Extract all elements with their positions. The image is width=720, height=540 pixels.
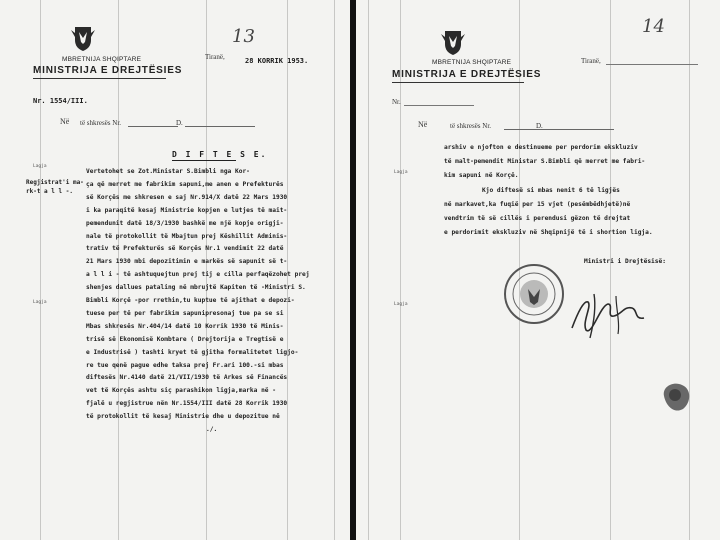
body-line: kim sapuni në Korçë.	[444, 172, 519, 180]
attachment-rule-2	[185, 126, 255, 127]
margin-tag-top: Lagja	[33, 164, 47, 169]
header-rule	[33, 78, 166, 79]
body-line: nale të protokollit të Mbajtun prej Këshillit Adminis-	[86, 232, 288, 240]
body-line: a l l i - të ashtuquejtun prej tij e cilla perfaqëzohet prej	[86, 271, 310, 279]
body-line: të protokollit të kesaj Ministrie dhe u depozitue në	[86, 413, 280, 421]
margin-note: Regjistrat'i ma- rk-t a l l -.	[26, 179, 84, 195]
body-line: re tue qenë pague edhe taksa prej Fr.ari 100.-si mbas	[86, 361, 284, 369]
document-page-right	[356, 0, 720, 540]
signature-label: Ministri i Drejtësisë:	[584, 258, 666, 265]
attachment-d: D.	[536, 122, 543, 130]
body-line: vet të Korçës ashtu siç parashikon ligja,marka në -	[86, 387, 276, 395]
reference-number: Nr. 1554/III.	[33, 97, 88, 105]
document-date: 28 KORRIK 1953.	[245, 57, 309, 65]
ink-blot	[658, 378, 694, 414]
handwritten-signature	[564, 282, 654, 346]
body-line: të malt-pemendit Ministar S.Bimbli që merret me fabri-	[444, 158, 646, 166]
attachment-rule-2	[544, 129, 614, 130]
body-line: ça që merret me fabrikim sapuni,me anen e Prefekturës	[86, 180, 284, 188]
reference-label: Nr.	[392, 98, 401, 106]
body-line: pemendunit datë 18/3/1930 bashkë me një kopje origji-	[86, 219, 284, 227]
body-line: i ka paraqitë kesaj Ministrie kopjen e lutjes të mait-	[86, 206, 288, 214]
header-state-name: MBRETNIJA SHQIPTARE	[62, 56, 142, 63]
body-line: ./.	[206, 426, 218, 433]
body-line: diftesës Nr.4140 datë 21/VII/1930 të Arkes së Financës	[86, 374, 288, 382]
official-seal-stamp	[502, 262, 566, 326]
body-line: tuese per të per fabrikim sapunipresonaj tue pa se si	[86, 309, 284, 317]
body-line: Mbas shkresës Nr.404/14 datë 10 Korrik 1930 të Minis-	[86, 322, 284, 330]
body-line: vendtrim të së cillës i perendusi gëzon të drejtat	[444, 215, 631, 222]
document-page-left	[0, 0, 352, 540]
body-line: 21 Mars 1930 mbi depozitimin e markës së sapunit së t-	[86, 258, 288, 266]
body-line: Vertetohet se Zot.Ministar S.Bimbli nga Kor-	[86, 168, 250, 175]
body-line: e Industrisë ) tashti kryet të gjitha formalitetet ligjo-	[86, 348, 299, 356]
date-rule	[606, 64, 698, 65]
attachment-text: të shkresës Nr.	[450, 122, 492, 130]
attachment-label: Në	[418, 120, 428, 129]
body-line: shenjes dallues pataling në mbrujtë Kapiten të -Ministri S.	[86, 284, 306, 292]
double-eagle-emblem-icon	[70, 24, 96, 52]
body-line: trisë së Ekonomisë Kombtare ( Drejtorija e Tregtisë e	[86, 335, 284, 343]
header-ministry-name: MINISTRIJA E DREJTËSIES	[33, 65, 183, 76]
body-line: arshiv e njofton e destinueme per perdorim ekskluziv	[444, 144, 638, 151]
handwritten-page-number: 13	[232, 26, 255, 47]
body-line: fjalë u regjistrue nën Nr.1554/III datë 28 Korrik 1930	[86, 400, 288, 408]
place-label: Tiranë,	[205, 53, 225, 61]
body-line: trativ të Prefekturës së Korçës Nr.1 vendimit 22 datë	[86, 245, 284, 253]
title-underline	[172, 160, 236, 161]
margin-tag-mid: Lagja	[33, 300, 47, 305]
body-line: e perdorimit ekskluziv në Shqipnijë të i shortion ligja.	[444, 229, 653, 237]
body-line: Bimbli Korçë -por rrethin,tu kuptue të ajithat e depozi-	[86, 297, 295, 304]
attachment-text: të shkresës Nr.	[80, 119, 122, 127]
double-eagle-emblem-icon	[440, 28, 466, 56]
attachment-label: Në	[60, 117, 70, 126]
margin-tag-mid: Lagja	[394, 302, 408, 307]
reference-rule	[404, 105, 474, 106]
place-label: Tiranë,	[581, 57, 601, 65]
attachment-d: D.	[176, 119, 183, 127]
header-rule	[392, 82, 524, 83]
header-ministry-name: MINISTRIJA E DREJTËSIES	[392, 69, 542, 80]
handwritten-page-number: 14	[642, 16, 665, 37]
body-line: Kjo diftesë si mbas nenit 6 të ligjës	[482, 186, 620, 194]
document-title: D I F T E S E.	[172, 150, 268, 159]
header-state-name: MBRETNIJA SHQIPTARE	[432, 59, 512, 66]
margin-tag-top: Lagja	[394, 170, 408, 175]
body-line: së Korçës me shkresen e saj Nr.914/X datë 22 Mars 1930	[86, 193, 288, 201]
attachment-rule	[128, 126, 178, 127]
body-line: në markavet,ka fuqië per 15 vjet (pesëmbëdhjetë)në	[444, 200, 631, 208]
